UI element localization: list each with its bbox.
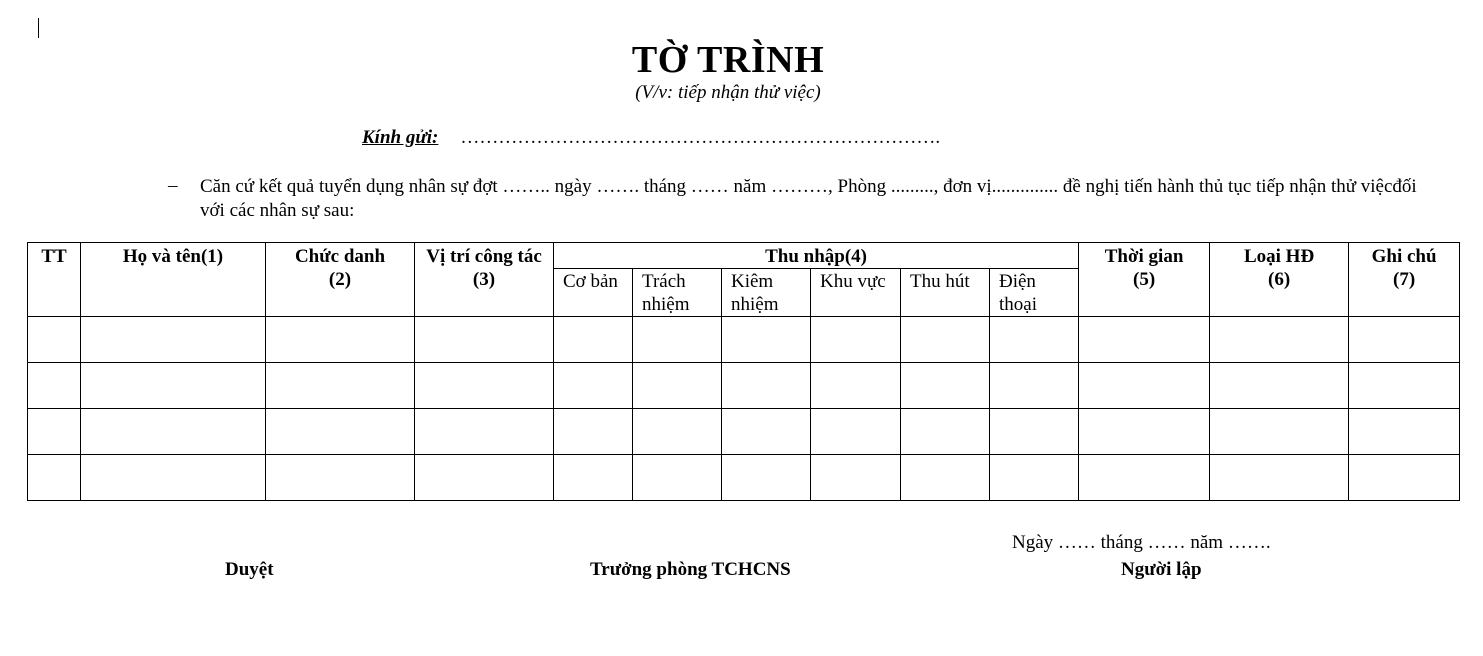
header-note: Ghi chú (7) [1349,243,1460,317]
personnel-table [27,242,1460,501]
header-position: Vị trí công tác (3) [415,243,554,317]
header-income-region: Khu vực [811,269,901,317]
intro-paragraph: Căn cứ kết quả tuyển dụng nhân sự đợt …….. ngày ……. tháng …… năm ………, Phòng ........., đơn vị.............. đề nghị tiến hành thủ tục tiếp nhận thử việcđối với các nhân sự sau: [200,176,1417,221]
header-income-responsibility: Trách nhiệm [633,269,722,317]
document-subtitle: (V/v: tiếp nhận thử việc) [635,82,821,103]
recipient-dots: …………………………………………………………………. [460,127,941,148]
header-income-concurrent: Kiêm nhiệm [722,269,811,317]
document-title: TỜ TRÌNH [631,39,825,81]
table-row [28,317,1460,363]
date-line: Ngày …… tháng …… năm ……. [1012,532,1271,553]
header-income-phone: Điện thoại [990,269,1079,317]
header-tt: TT [28,243,81,317]
approve-signature-label: Duyệt [225,559,274,580]
header-name: Họ và tên(1) [81,243,266,317]
table-row [28,409,1460,455]
table-header-row [28,243,1460,269]
text-cursor [38,18,39,38]
table-row [28,363,1460,409]
header-time: Thời gian (5) [1079,243,1210,317]
recipient-label: Kính gửi: [362,127,439,148]
table-row [28,455,1460,501]
header-title: Chức danh (2) [266,243,415,317]
header-income-attraction: Thu hút [901,269,990,317]
recipient-line [362,127,940,149]
department-head-signature-label: Trưởng phòng TCHCNS [590,559,791,580]
header-contract: Loại HĐ (6) [1210,243,1349,317]
header-income: Thu nhập(4) [554,243,1079,269]
header-income-basic: Cơ bản [554,269,633,317]
bullet-dash: – [168,175,178,196]
prepared-by-signature-label: Người lập [1121,559,1202,580]
